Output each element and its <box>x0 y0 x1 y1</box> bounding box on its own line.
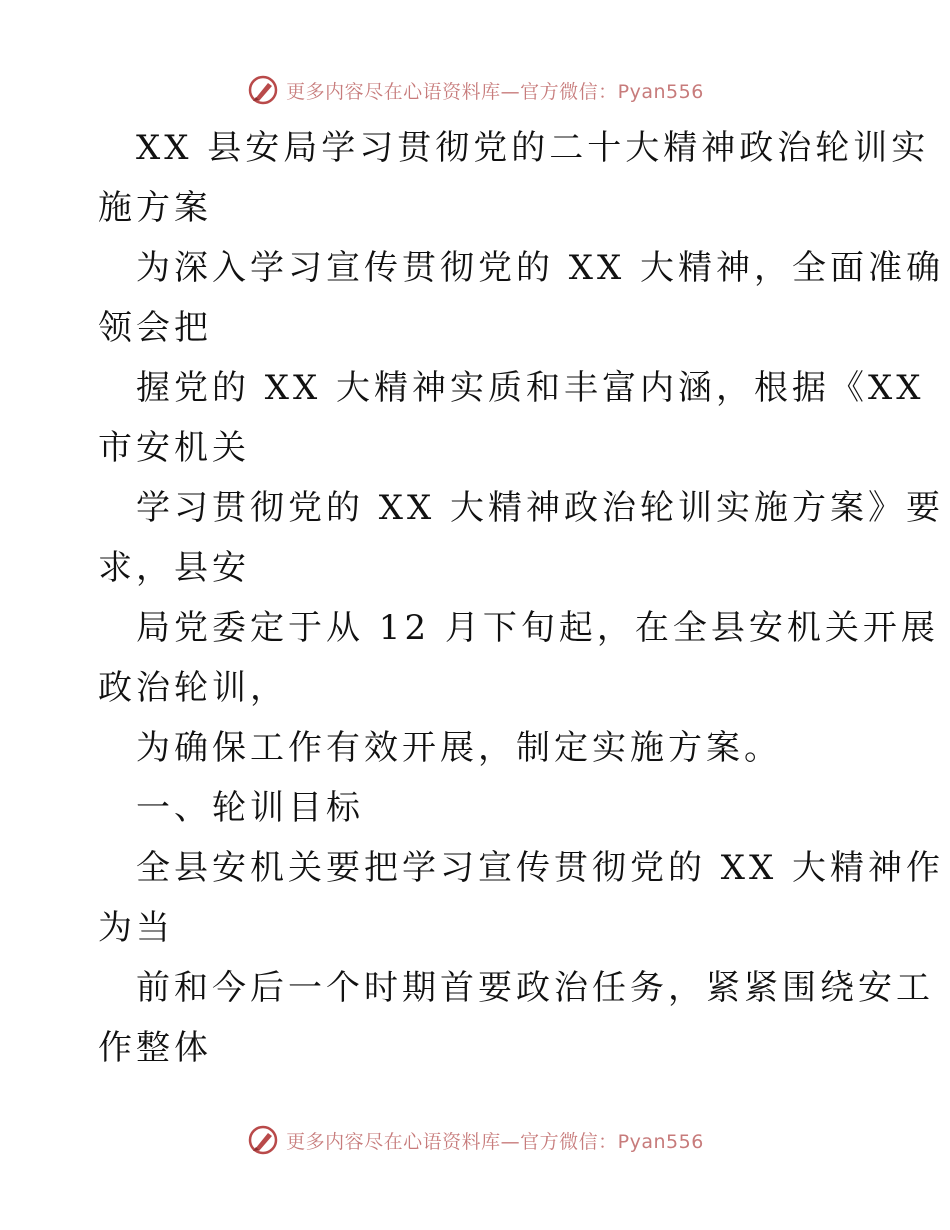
text-line: 施方案 <box>98 188 212 228</box>
text-line: 为深入学习宣传贯彻党的 XX 大精神，全面准确 <box>136 248 945 288</box>
watermark-text: 更多内容尽在心语资料库—官方微信：Pyan556 <box>286 80 704 103</box>
text-line: 全县安机关要把学习宣传贯彻党的 XX 大精神作 <box>136 848 945 888</box>
section-heading: 一、轮训目标 <box>136 788 364 828</box>
text-line: 为确保工作有效开展，制定实施方案。 <box>136 728 782 768</box>
text-line: 握党的 XX 大精神实质和丰富内涵，根据《XX <box>136 368 925 408</box>
text-line: 局党委定于从 12 月下旬起，在全县安机关开展 <box>136 608 939 648</box>
text-line: 领会把 <box>98 308 212 348</box>
text-line: 学习贯彻党的 XX 大精神政治轮训实施方案》要 <box>136 488 945 528</box>
text-line: 政治轮训， <box>98 668 288 708</box>
text-line: 市安机关 <box>98 428 250 468</box>
document-body <box>98 118 945 1078</box>
watermark-text: 更多内容尽在心语资料库—官方微信：Pyan556 <box>286 1130 704 1153</box>
text-line: 作整体 <box>98 1028 212 1068</box>
pen-logo-icon <box>246 73 280 107</box>
text-line: 前和今后一个时期首要政治任务，紧紧围绕安工 <box>136 968 934 1008</box>
watermark-header <box>0 70 950 110</box>
text-line: 求，县安 <box>98 548 250 588</box>
watermark-footer <box>0 1120 950 1160</box>
pen-logo-icon <box>246 1123 280 1157</box>
text-line: 为当 <box>98 908 174 948</box>
text-line: XX 县安局学习贯彻党的二十大精神政治轮训实 <box>136 128 930 168</box>
